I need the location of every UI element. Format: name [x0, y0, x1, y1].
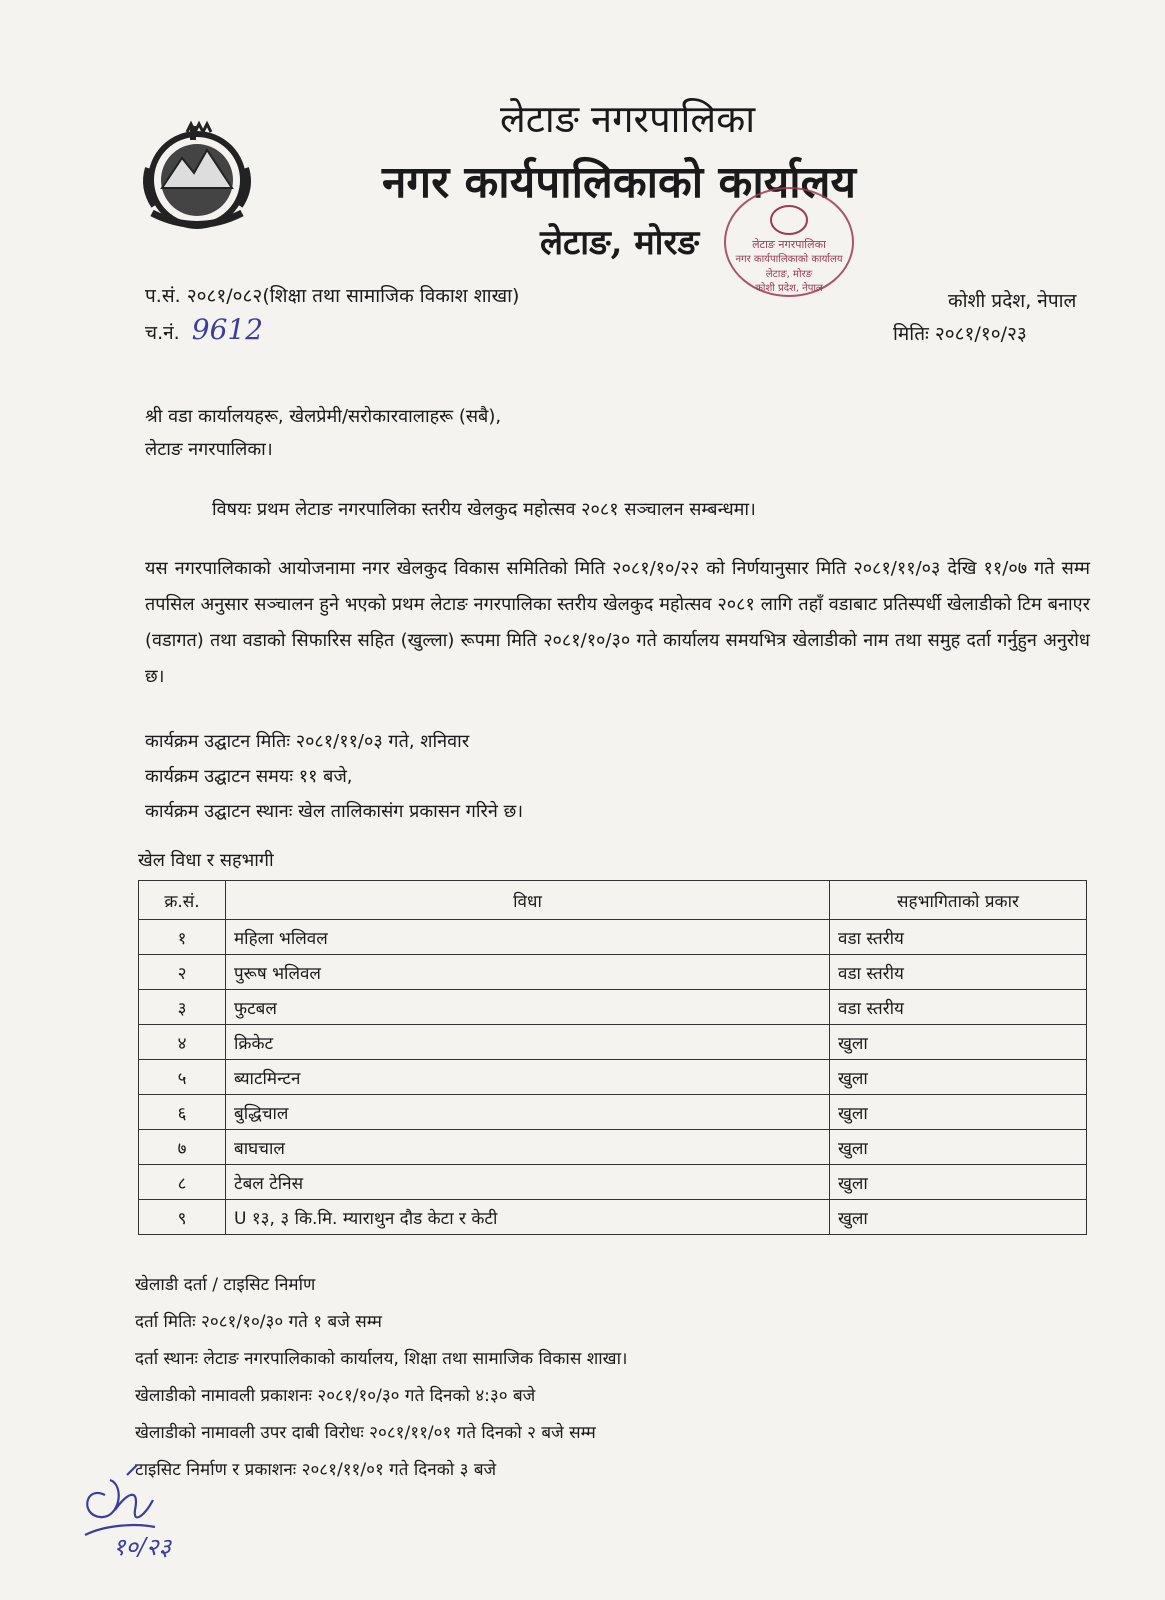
registration-line: खेलाडीको नामावली प्रकाशनः २०८१/१०/३० गते दिनको ४:३० बजे	[135, 1386, 536, 1406]
row-participation: खुला	[830, 1060, 1087, 1095]
row-sport: फुटबल	[226, 990, 830, 1025]
registration-heading: खेलाडी दर्ता / टाइसिट निर्माण	[135, 1275, 316, 1295]
table-row	[139, 1200, 1087, 1235]
row-participation: वडा स्तरीय	[830, 990, 1087, 1025]
table-row	[139, 1095, 1087, 1130]
dispatch-number-value: 9612	[191, 313, 264, 346]
addressee	[145, 400, 501, 466]
sports-table	[138, 880, 1087, 1235]
nepal-emblem-icon	[132, 118, 262, 238]
registration-line: टाइसिट निर्माण र प्रकाशनः २०८१/११/०१ गते दिनको ३ बजे	[135, 1460, 497, 1480]
addressee-line-1: श्री वडा कार्यालयहरू, खेलप्रेमी/सरोकारवालाहरू (सबै),	[145, 406, 502, 427]
row-participation: खुला	[830, 1130, 1087, 1165]
official-stamp	[720, 182, 858, 302]
row-sport: U १३, ३ कि.मि. म्याराथुन दौड केटा र केटी	[226, 1200, 830, 1235]
stamp-text-1: लेटाङ नगरपालिका	[752, 238, 826, 251]
row-sport: पुरूष भलिवल	[226, 955, 830, 990]
letter-date: मितिः २०८१/१०/२३	[893, 323, 1027, 345]
row-serial: ६	[139, 1095, 226, 1130]
header-serial: क्र.सं.	[139, 881, 226, 920]
table-row	[139, 1025, 1087, 1060]
letter-body: यस नगरपालिकाको आयोजनामा नगर खेलकुद विकास समितिको मिति २०८१/१०/२२ को निर्णयानुसार मिति २०८१/११/०३ देखि ११/०७ गते सम्म तपसिल अनुसार सञ्चालन हुने भएको प्रथम लेटाङ नगरपालिका स्तरीय खेलकुद महोत्सव २०८१ लागि तहाँ वडाबाट प्रतिस्पर्धी खेलाडीको टिम बनाएर (वडागत) तथा वडाको सिफारिस सहित (खुल्ला) रूपमा मिति २०८१/१०/३० गते कार्यालय समयभित्र खेलाडीको नाम तथा समुह दर्ता गर्नुहुन अनुरोध छ।	[145, 558, 1090, 687]
table-title: खेल विधा र सहभागी	[138, 850, 274, 871]
row-sport: बाघचाल	[226, 1130, 830, 1165]
row-serial: ५	[139, 1060, 226, 1095]
row-participation: वडा स्तरीय	[830, 955, 1087, 990]
row-participation: खुला	[830, 1200, 1087, 1235]
row-participation: खुला	[830, 1025, 1087, 1060]
row-serial: १	[139, 920, 226, 955]
dispatch-label: च.नं.	[145, 322, 180, 344]
row-serial: ४	[139, 1025, 226, 1060]
dispatch-number	[145, 313, 263, 346]
letter-subject: विषयः प्रथम लेटाङ नगरपालिका स्तरीय खेलकुद महोत्सव २०८१ सञ्चालन सम्बन्धमा।	[212, 499, 756, 520]
row-sport: बुद्धिचाल	[226, 1095, 830, 1130]
reference-number: प.सं. २०८१/०८२(शिक्षा तथा सामाजिक विकाश शाखा)	[145, 285, 520, 307]
row-serial: ९	[139, 1200, 226, 1235]
handwritten-signature	[65, 1455, 215, 1565]
header-sport: विधा	[226, 881, 830, 920]
signature-date: १०/२३	[113, 1533, 172, 1561]
row-serial: २	[139, 955, 226, 990]
stamp-text-2: नगर कार्यपालिकाको कार्यालय	[735, 254, 843, 265]
row-serial: ७	[139, 1130, 226, 1165]
row-serial: ३	[139, 990, 226, 1025]
municipality-name: लेटाङ नगरपालिका	[500, 97, 756, 141]
registration-line: दर्ता मितिः २०८१/१०/३० गते १ बजे सम्म	[135, 1312, 382, 1332]
table-row	[139, 955, 1087, 990]
row-sport: ब्याटमिन्टन	[226, 1060, 830, 1095]
stamp-text-4: कोशी प्रदेश, नेपाल	[755, 283, 823, 294]
table-row	[139, 920, 1087, 955]
office-title: नगर कार्यपालिकाको कार्यालय	[382, 157, 856, 208]
stamp-text-3: लेटाङ, मोरङ	[765, 269, 813, 280]
row-serial: ८	[139, 1165, 226, 1200]
table-row	[139, 1060, 1087, 1095]
row-sport: महिला भलिवल	[226, 920, 830, 955]
row-participation: खुला	[830, 1165, 1087, 1200]
event-info	[145, 724, 523, 829]
registration-line: दर्ता स्थानः लेटाङ नगरपालिकाको कार्यालय, शिक्षा तथा सामाजिक विकास शाखा।	[135, 1349, 628, 1369]
row-participation: वडा स्तरीय	[830, 920, 1087, 955]
registration-line: खेलाडीको नामावली उपर दाबी विरोधः २०८१/११/०१ गते दिनको २ बजे सम्म	[135, 1423, 596, 1443]
table-row	[139, 1165, 1087, 1200]
event-time: कार्यक्रम उद्घाटन समयः ११ बजे,	[145, 766, 353, 787]
row-sport: टेबल टेनिस	[226, 1165, 830, 1200]
province-label: कोशी प्रदेश, नेपाल	[948, 290, 1077, 312]
row-participation: खुला	[830, 1095, 1087, 1130]
row-sport: क्रिकेट	[226, 1025, 830, 1060]
table-row	[139, 990, 1087, 1025]
addressee-line-2: लेटाङ नगरपालिका।	[145, 439, 273, 460]
office-location: लेटाङ, मोरङ	[540, 223, 700, 263]
header-participation: सहभागिताको प्रकार	[830, 881, 1087, 920]
event-venue: कार्यक्रम उद्घाटन स्थानः खेल तालिकासंग प्रकासन गरिने छ।	[145, 801, 524, 822]
event-date: कार्यक्रम उद्घाटन मितिः २०८१/११/०३ गते, शनिवार	[145, 731, 470, 752]
table-header-row	[139, 881, 1087, 920]
table-row	[139, 1130, 1087, 1165]
